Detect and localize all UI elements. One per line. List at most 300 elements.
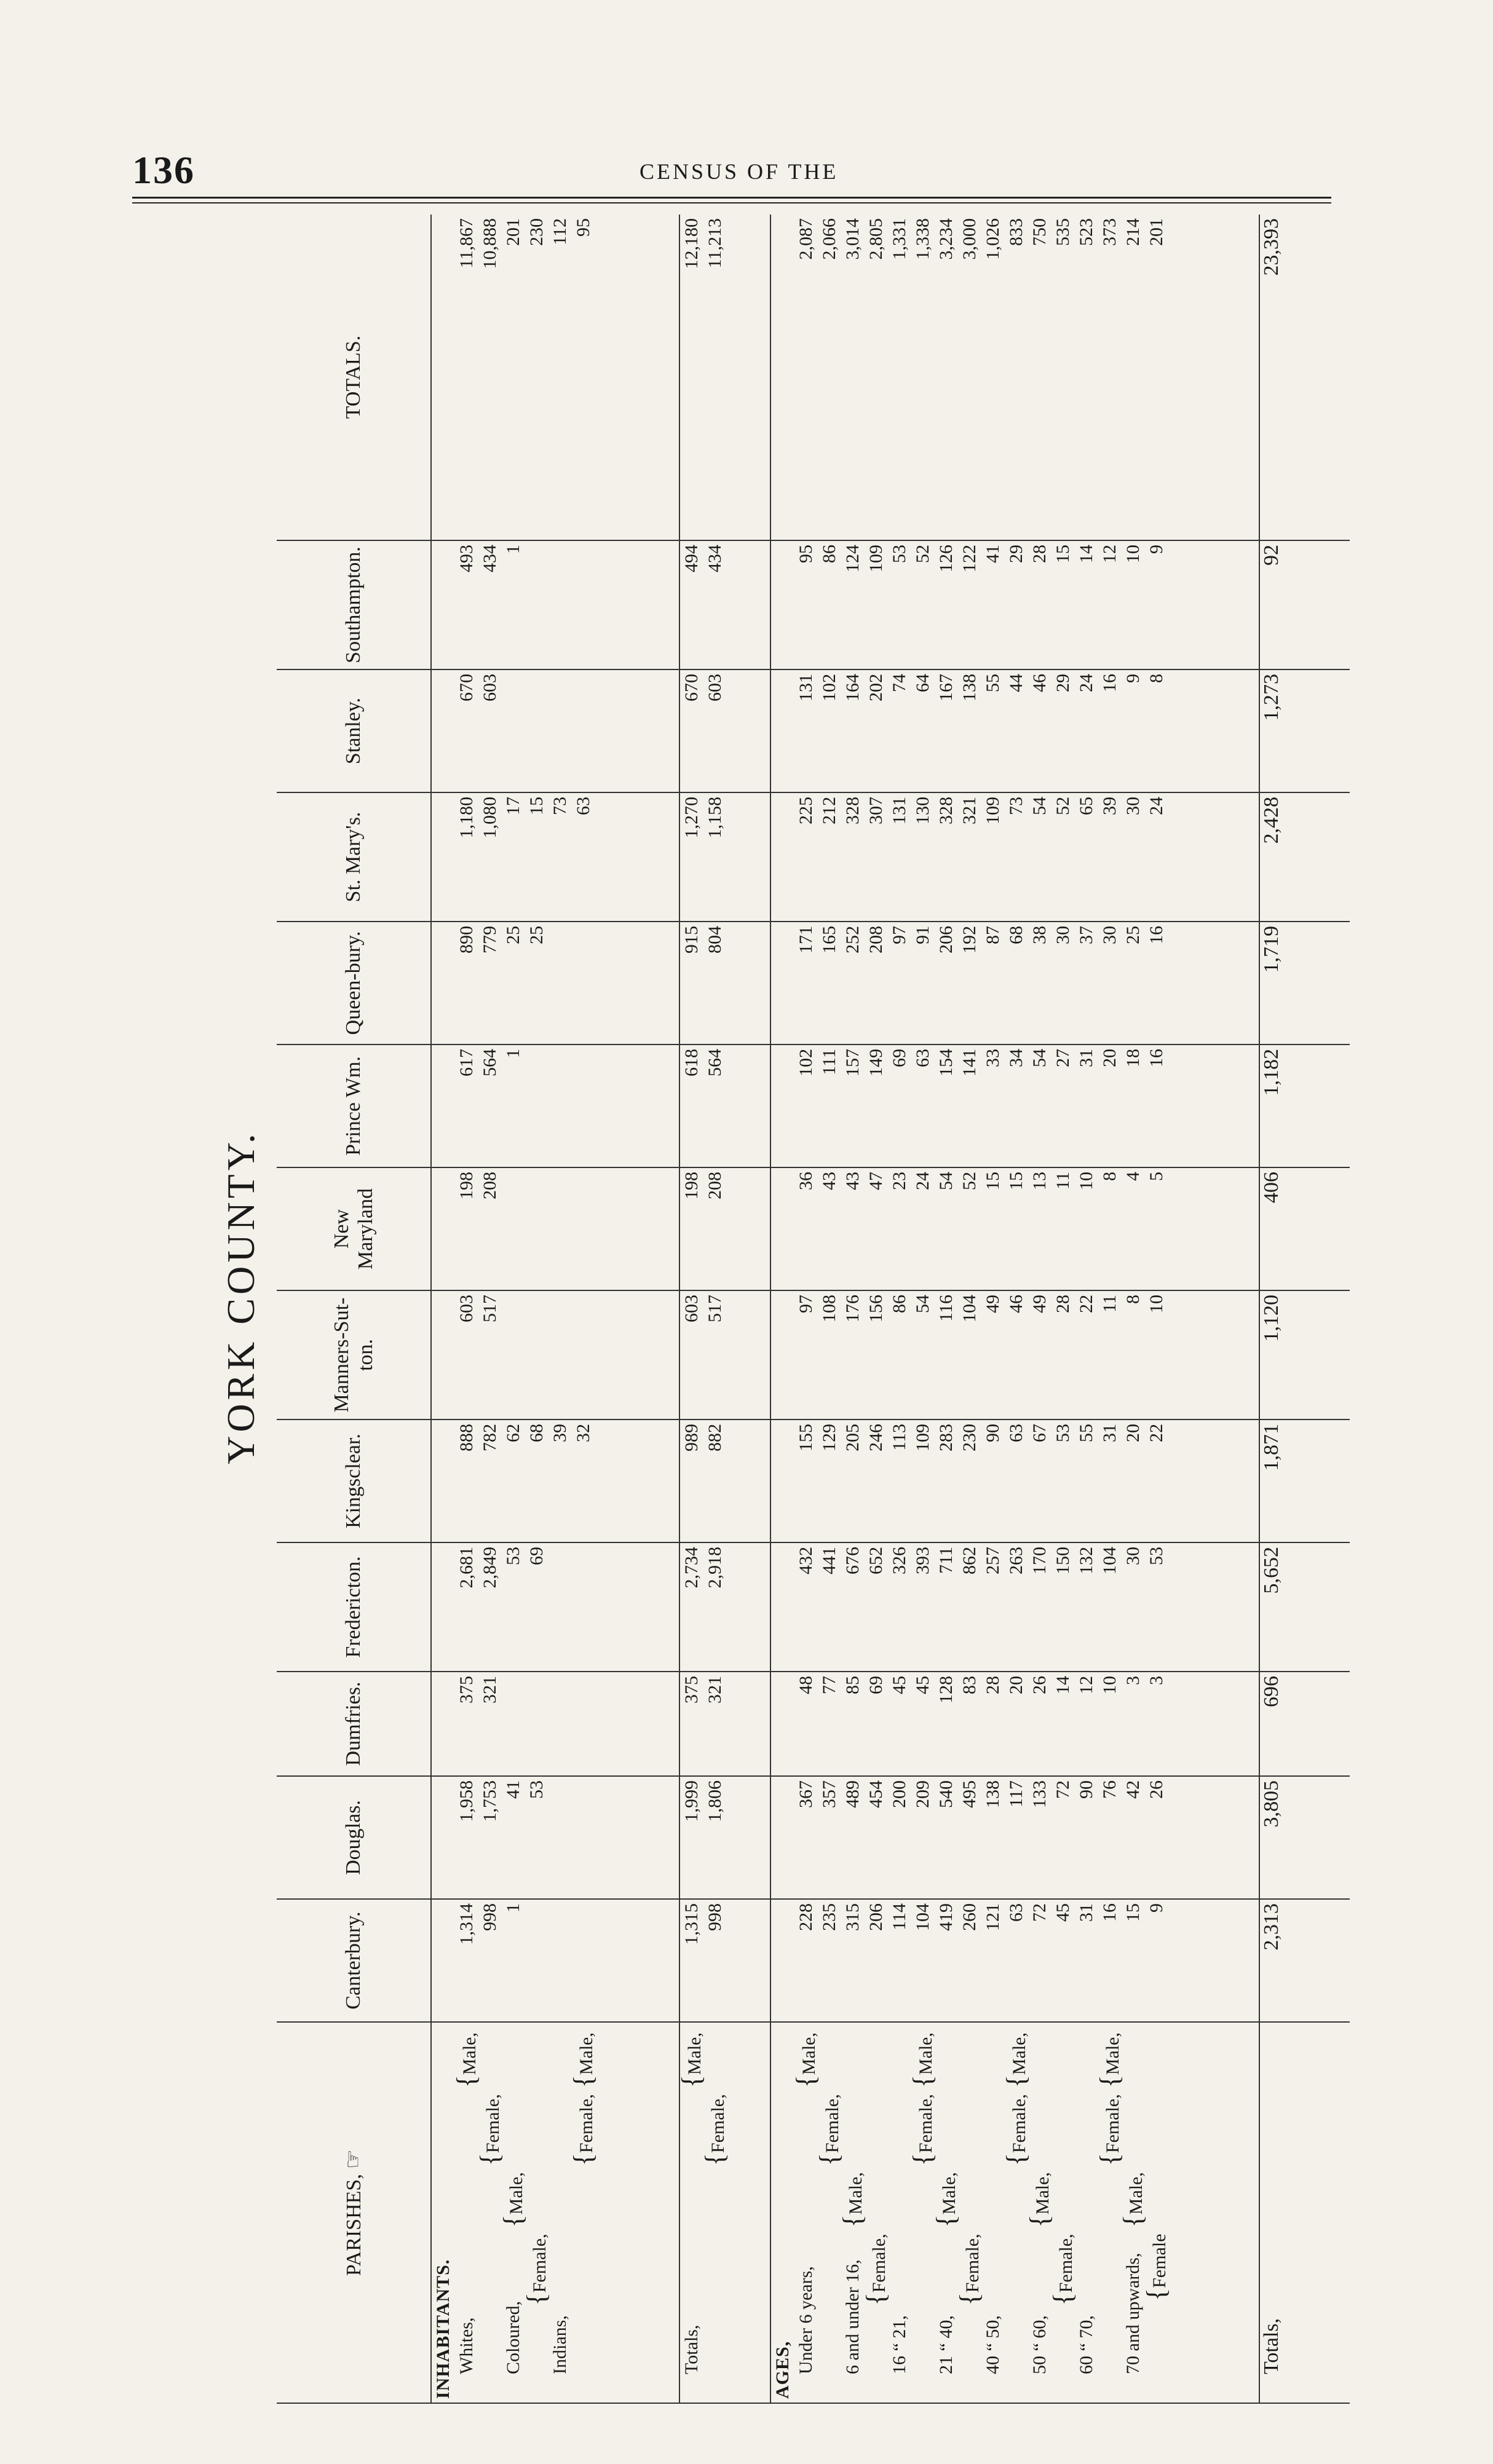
value-cell: 201 <box>503 218 523 246</box>
value-cell: 12,180 <box>681 218 702 269</box>
spacer-line <box>432 1547 455 1667</box>
ages-values-cell <box>770 1167 1259 1290</box>
brace-mark: { <box>498 2214 528 2228</box>
parish-header <box>277 922 431 1044</box>
parish-header <box>277 1776 431 1899</box>
row-label-line <box>791 2026 822 2399</box>
grand-totals-row <box>1259 215 1350 2403</box>
value-cell: 10 <box>1146 1295 1167 1313</box>
value-cell: 603 <box>480 674 500 701</box>
column-header-label: PARISHES, <box>343 2174 366 2276</box>
value-cell: 16 <box>1099 1903 1120 1922</box>
sex-label: {Male, <box>498 2172 528 2228</box>
sex-label: {Male, <box>568 2032 598 2088</box>
value-cell <box>525 1172 548 1286</box>
value-cell: 454 <box>866 1780 887 1808</box>
value-cell: 129 <box>819 1424 840 1451</box>
value-cell: 517 <box>480 1295 500 1322</box>
value-cell: 1 <box>503 545 523 554</box>
spacer-line <box>771 1780 794 1895</box>
sex-label: {Female, <box>861 2233 892 2306</box>
value-cell: 208 <box>866 926 887 954</box>
spacer-line <box>771 1676 794 1772</box>
value-cell <box>548 1295 572 1415</box>
sex-label: {Female, <box>908 2094 938 2166</box>
parish-header <box>277 669 431 792</box>
spacer-line <box>432 1049 455 1163</box>
value-cell: 104 <box>1099 1547 1120 1574</box>
value-cell: 42 <box>1123 1780 1144 1799</box>
value-cell: 171 <box>796 926 817 954</box>
spacer-line <box>771 1547 794 1667</box>
value-cell: 989 <box>681 1424 702 1451</box>
value-cell: 43 <box>819 1172 840 1190</box>
brace-mark: { <box>954 2292 985 2306</box>
spacer-line <box>432 1295 455 1415</box>
value-cell: 109 <box>913 1424 933 1451</box>
value-cell: 102 <box>796 1049 817 1076</box>
spacer-line <box>771 1903 794 2018</box>
row-label: Totals, <box>681 2324 702 2374</box>
brace-mark: { <box>861 2292 892 2306</box>
value-cell: 52 <box>913 545 933 563</box>
value-cell: 64 <box>913 674 933 692</box>
value-cell: 20 <box>1123 1424 1144 1442</box>
row-label-line <box>931 2026 962 2399</box>
value-cell: 1,331 <box>889 218 910 260</box>
inhabitants-values-cell <box>431 1044 679 1167</box>
grand-total-value: 406 <box>1259 1167 1350 1290</box>
value-cell: 782 <box>480 1424 500 1451</box>
value-cell: 156 <box>866 1295 887 1322</box>
value-cell: 73 <box>550 797 570 815</box>
sex-label: {Female, <box>954 2233 985 2306</box>
ages-values-cell <box>770 1044 1259 1167</box>
brace-mark: { <box>1024 2214 1055 2228</box>
value-cell: 5 <box>1146 1172 1167 1181</box>
value-cell: 523 <box>1076 218 1097 246</box>
value-cell: 49 <box>1029 1295 1050 1313</box>
value-cell: 53 <box>503 1547 523 1565</box>
value-cell: 36 <box>796 1172 817 1190</box>
value-cell: 63 <box>1006 1903 1027 1922</box>
value-cell <box>502 1295 525 1415</box>
grand-total-value: 2,313 <box>1259 1899 1350 2022</box>
spacer-line <box>432 1903 455 2018</box>
value-cell <box>572 1172 595 1286</box>
row-label-line <box>861 2026 892 2399</box>
totals-values-cell <box>679 1290 770 1420</box>
value-cell: 617 <box>456 1049 477 1076</box>
totals-values-cell <box>679 1044 770 1167</box>
value-cell: 4 <box>1123 1172 1144 1181</box>
value-cell: 128 <box>936 1676 957 1704</box>
totals-values-cell <box>679 669 770 792</box>
value-cell: 652 <box>866 1547 887 1574</box>
value-cell: 711 <box>936 1547 957 1574</box>
grand-total-value: 696 <box>1259 1672 1350 1776</box>
value-cell: 44 <box>1006 674 1027 692</box>
value-cell: 54 <box>1029 1049 1050 1067</box>
value-cell: 34 <box>1006 1049 1027 1067</box>
value-cell: 11,867 <box>456 218 477 269</box>
sex-label: {Female, <box>814 2094 845 2166</box>
row-labels-cell <box>431 2022 679 2403</box>
value-cell: 114 <box>889 1903 910 1930</box>
inhabitants-values-cell <box>431 1899 679 2022</box>
value-cell: 670 <box>456 674 477 701</box>
value-cell: 22 <box>1076 1295 1097 1313</box>
grand-total-value: 1,871 <box>1259 1420 1350 1542</box>
value-cell: 257 <box>983 1547 1004 1574</box>
value-cell: 121 <box>983 1903 1004 1931</box>
value-cell <box>572 1903 595 2018</box>
value-cell: 1,999 <box>681 1780 702 1822</box>
sex-label: {Female, <box>1048 2233 1079 2306</box>
value-cell: 39 <box>550 1424 570 1442</box>
brace-mark: { <box>1118 2214 1149 2228</box>
value-cell: 141 <box>959 1049 980 1076</box>
value-cell: 3 <box>1146 1676 1167 1685</box>
inhabitants-values-cell <box>431 215 679 540</box>
value-cell: 9 <box>1146 1903 1167 1913</box>
value-cell: 915 <box>681 926 702 954</box>
value-cell: 3 <box>1123 1676 1144 1685</box>
value-cell <box>572 1547 595 1667</box>
rotated-table-frame <box>218 215 1350 2404</box>
value-cell: 126 <box>936 545 957 572</box>
ages-values-cell <box>770 792 1259 922</box>
value-cell: 97 <box>889 926 910 944</box>
brace-mark: { <box>791 2075 822 2088</box>
row-label-line <box>676 2026 707 2399</box>
inhabitants-values-cell <box>431 1420 679 1542</box>
value-cell: 117 <box>1006 1780 1027 1807</box>
brace-mark: { <box>1001 2075 1032 2088</box>
value-cell: 133 <box>1029 1780 1050 1808</box>
value-cell: 48 <box>796 1676 817 1694</box>
value-cell: 434 <box>480 545 500 572</box>
value-cell: 393 <box>913 1547 933 1574</box>
value-cell: 1,806 <box>704 1780 725 1822</box>
spacer-line <box>432 1780 455 1895</box>
value-cell: 200 <box>889 1780 910 1808</box>
value-cell: 494 <box>681 545 702 572</box>
ages-values-cell <box>770 1672 1259 1776</box>
inhabitants-group <box>431 215 679 2403</box>
value-cell: 15 <box>526 797 547 815</box>
column-header-label: St. Mary's. <box>342 811 365 902</box>
value-cell: 618 <box>681 1049 702 1076</box>
value-cell: 63 <box>1006 1424 1027 1442</box>
value-cell: 53 <box>889 545 910 563</box>
inhabitants-values-cell <box>431 1672 679 1776</box>
value-cell: 67 <box>1029 1424 1050 1442</box>
value-cell: 83 <box>959 1676 980 1694</box>
value-cell: 54 <box>936 1172 957 1190</box>
value-cell: 228 <box>796 1903 817 1931</box>
value-cell: 1,180 <box>456 797 477 839</box>
parish-header <box>277 1420 431 1542</box>
value-cell: 74 <box>889 674 910 692</box>
value-cell: 31 <box>1099 1424 1120 1442</box>
ages-values-cell <box>770 540 1259 669</box>
ages-values-cell <box>770 1420 1259 1542</box>
value-cell: 46 <box>1029 674 1050 692</box>
value-cell <box>572 1049 595 1163</box>
value-cell: 2,849 <box>480 1547 500 1589</box>
value-cell <box>548 545 572 665</box>
value-cell: 225 <box>796 797 817 824</box>
value-cell <box>502 1172 525 1286</box>
value-cell: 73 <box>1006 797 1027 815</box>
row-label-line <box>699 2026 730 2399</box>
grand-total-value: 1,273 <box>1259 669 1350 792</box>
value-cell <box>548 1172 572 1286</box>
value-cell: 246 <box>866 1424 887 1451</box>
brace-mark: { <box>1001 2153 1032 2166</box>
value-cell: 214 <box>1123 218 1144 246</box>
sex-label: {Female, <box>475 2094 505 2166</box>
totals-values-cell <box>679 1899 770 2022</box>
value-cell: 15 <box>1123 1903 1144 1922</box>
census-table <box>277 215 1350 2404</box>
value-cell <box>548 1049 572 1163</box>
column-header-label: New Maryland <box>330 1188 377 1270</box>
value-cell: 69 <box>526 1547 547 1565</box>
spacer-line <box>771 1424 794 1538</box>
value-cell: 95 <box>796 545 817 563</box>
value-cell: 603 <box>704 674 725 701</box>
value-cell: 26 <box>1029 1676 1050 1694</box>
row-label: 70 and upwards, <box>1123 2253 1144 2374</box>
value-cell: 27 <box>1053 1049 1074 1067</box>
value-cell: 540 <box>936 1780 957 1808</box>
totals-values-cell <box>679 1167 770 1290</box>
value-cell: 55 <box>1076 1424 1097 1442</box>
value-cell: 192 <box>959 926 980 954</box>
value-cell: 155 <box>796 1424 817 1451</box>
value-cell: 441 <box>819 1547 840 1574</box>
value-cell: 2,805 <box>866 218 887 260</box>
totals-values-cell <box>679 792 770 922</box>
value-cell: 45 <box>913 1676 933 1694</box>
value-cell: 10 <box>1099 1676 1120 1694</box>
value-cell: 603 <box>456 1295 477 1322</box>
value-cell: 263 <box>1006 1547 1027 1574</box>
brace-mark: { <box>676 2075 707 2088</box>
row-label-line <box>1141 2026 1172 2399</box>
totals-values-cell <box>679 1776 770 1899</box>
value-cell: 53 <box>526 1780 547 1799</box>
value-cell: 109 <box>866 545 887 572</box>
value-cell: 154 <box>936 1049 957 1076</box>
brace-mark: { <box>1095 2153 1125 2166</box>
value-cell: 29 <box>1006 545 1027 563</box>
value-cell: 38 <box>1029 926 1050 944</box>
value-cell: 14 <box>1053 1676 1074 1694</box>
grand-total-label: Totals, <box>1259 2318 1283 2374</box>
value-cell: 495 <box>959 1780 980 1808</box>
value-cell: 998 <box>704 1903 725 1931</box>
value-cell: 14 <box>1076 545 1097 563</box>
value-cell: 65 <box>1076 797 1097 815</box>
value-cell: 55 <box>983 674 1004 692</box>
row-label-line <box>1024 2026 1055 2399</box>
value-cell: 32 <box>573 1424 593 1442</box>
value-cell: 862 <box>959 1547 980 1574</box>
spacer-line <box>432 1676 455 1772</box>
inhabitants-values-cell <box>431 669 679 792</box>
row-label-line <box>1048 2026 1079 2399</box>
value-cell: 202 <box>866 674 887 701</box>
value-cell: 357 <box>819 1780 840 1808</box>
value-cell: 16 <box>1146 926 1167 944</box>
value-cell: 29 <box>1053 674 1074 692</box>
value-cell: 95 <box>573 218 593 237</box>
value-cell: 564 <box>480 1049 500 1076</box>
value-cell: 1,026 <box>983 218 1004 260</box>
column-header-label: Queen-bury. <box>342 931 365 1035</box>
value-cell: 25 <box>526 926 547 944</box>
value-cell: 564 <box>704 1049 725 1076</box>
value-cell: 52 <box>959 1172 980 1190</box>
value-cell: 8 <box>1146 674 1167 683</box>
value-cell: 419 <box>936 1903 957 1931</box>
brace-mark: { <box>521 2292 552 2306</box>
inhabitants-values-cell <box>431 1167 679 1290</box>
spacer-line <box>771 545 794 665</box>
column-header-label: Canterbury. <box>342 1911 365 2010</box>
sex-label: {Female, <box>699 2094 730 2166</box>
column-header-label: Stanley. <box>342 697 365 765</box>
value-cell: 49 <box>983 1295 1004 1313</box>
value-cell: 20 <box>1006 1676 1027 1694</box>
value-cell: 2,918 <box>704 1547 725 1589</box>
totals-values-cell <box>679 215 770 540</box>
spacer-line <box>771 1295 794 1415</box>
spacer-line <box>432 545 455 665</box>
totals-values-cell <box>679 1420 770 1542</box>
grand-total-value: 1,120 <box>1259 1290 1350 1420</box>
row-label: 6 and under 16, <box>842 2259 863 2374</box>
value-cell: 86 <box>889 1295 910 1313</box>
value-cell: 122 <box>959 545 980 572</box>
value-cell: 90 <box>983 1424 1004 1442</box>
parish-header <box>277 792 431 922</box>
row-label-line <box>954 2026 985 2399</box>
row-label: Whites, <box>456 2317 477 2374</box>
value-cell: 1 <box>503 1049 523 1058</box>
value-cell: 603 <box>681 1295 702 1322</box>
spacer-line <box>432 797 455 917</box>
value-cell: 54 <box>913 1295 933 1313</box>
value-cell: 138 <box>983 1780 1004 1808</box>
value-cell: 130 <box>913 797 933 824</box>
value-cell: 69 <box>866 1676 887 1694</box>
value-cell: 206 <box>936 926 957 954</box>
value-cell: 28 <box>983 1676 1004 1694</box>
sex-label: {Male, <box>1001 2032 1032 2088</box>
row-label: Indians, <box>550 2315 570 2374</box>
value-cell: 833 <box>1006 218 1027 246</box>
value-cell: 63 <box>573 797 593 815</box>
value-cell <box>525 674 548 788</box>
value-cell: 208 <box>704 1172 725 1199</box>
value-cell: 28 <box>1029 545 1050 563</box>
value-cell: 489 <box>842 1780 863 1808</box>
value-cell: 124 <box>842 545 863 572</box>
value-cell: 26 <box>1146 1780 1167 1799</box>
value-cell: 45 <box>1053 1903 1074 1922</box>
ages-values-cell <box>770 1542 1259 1672</box>
value-cell: 62 <box>503 1424 523 1442</box>
sex-label: {Male, <box>451 2032 481 2088</box>
value-cell <box>572 1780 595 1895</box>
spacer-line <box>771 1172 794 1286</box>
value-cell: 53 <box>1146 1547 1167 1565</box>
row-label-line <box>521 2026 552 2399</box>
brace-mark: { <box>931 2214 962 2228</box>
value-cell: 9 <box>1123 674 1144 683</box>
inhabitants-values-cell <box>431 1776 679 1899</box>
value-cell: 9 <box>1146 545 1167 554</box>
value-cell: 10 <box>1076 1172 1097 1190</box>
grand-total-value: 5,652 <box>1259 1542 1350 1672</box>
inhabitants-values-cell <box>431 792 679 922</box>
value-cell: 208 <box>480 1172 500 1199</box>
parish-header <box>277 1672 431 1776</box>
value-cell: 104 <box>913 1903 933 1931</box>
parish-header <box>277 1044 431 1167</box>
brace-mark: { <box>568 2075 598 2088</box>
value-cell: 535 <box>1053 218 1074 246</box>
value-cell: 72 <box>1053 1780 1074 1799</box>
value-cell: 2,734 <box>681 1547 702 1589</box>
value-cell: 882 <box>704 1424 725 1451</box>
parish-header <box>277 1290 431 1420</box>
value-cell: 1,958 <box>456 1780 477 1822</box>
spacer-line <box>432 926 455 1040</box>
value-cell: 252 <box>842 926 863 954</box>
value-cell: 2,681 <box>456 1547 477 1589</box>
value-cell <box>525 1903 548 2018</box>
value-cell: 328 <box>936 797 957 824</box>
value-cell: 11,213 <box>704 218 725 269</box>
value-cell: 46 <box>1006 1295 1027 1313</box>
value-cell: 25 <box>503 926 523 944</box>
value-cell: 493 <box>456 545 477 572</box>
landscape-content <box>218 215 1350 2404</box>
value-cell: 321 <box>959 797 980 824</box>
value-cell: 321 <box>480 1676 500 1704</box>
value-cell: 373 <box>1099 218 1120 246</box>
value-cell: 890 <box>456 926 477 954</box>
value-cell: 87 <box>983 926 1004 944</box>
value-cell: 109 <box>983 797 1004 824</box>
value-cell: 432 <box>796 1547 817 1574</box>
sex-label: {Male, <box>791 2032 822 2088</box>
value-cell <box>525 545 548 665</box>
ages-values-cell <box>770 1290 1259 1420</box>
value-cell: 10,888 <box>480 218 500 269</box>
value-cell: 131 <box>889 797 910 824</box>
value-cell: 779 <box>480 926 500 954</box>
brace-mark: { <box>1048 2292 1079 2306</box>
column-header-label: Prince Wm. <box>342 1056 365 1156</box>
value-cell: 97 <box>796 1295 817 1313</box>
grand-total-label-cell <box>1259 2022 1350 2403</box>
